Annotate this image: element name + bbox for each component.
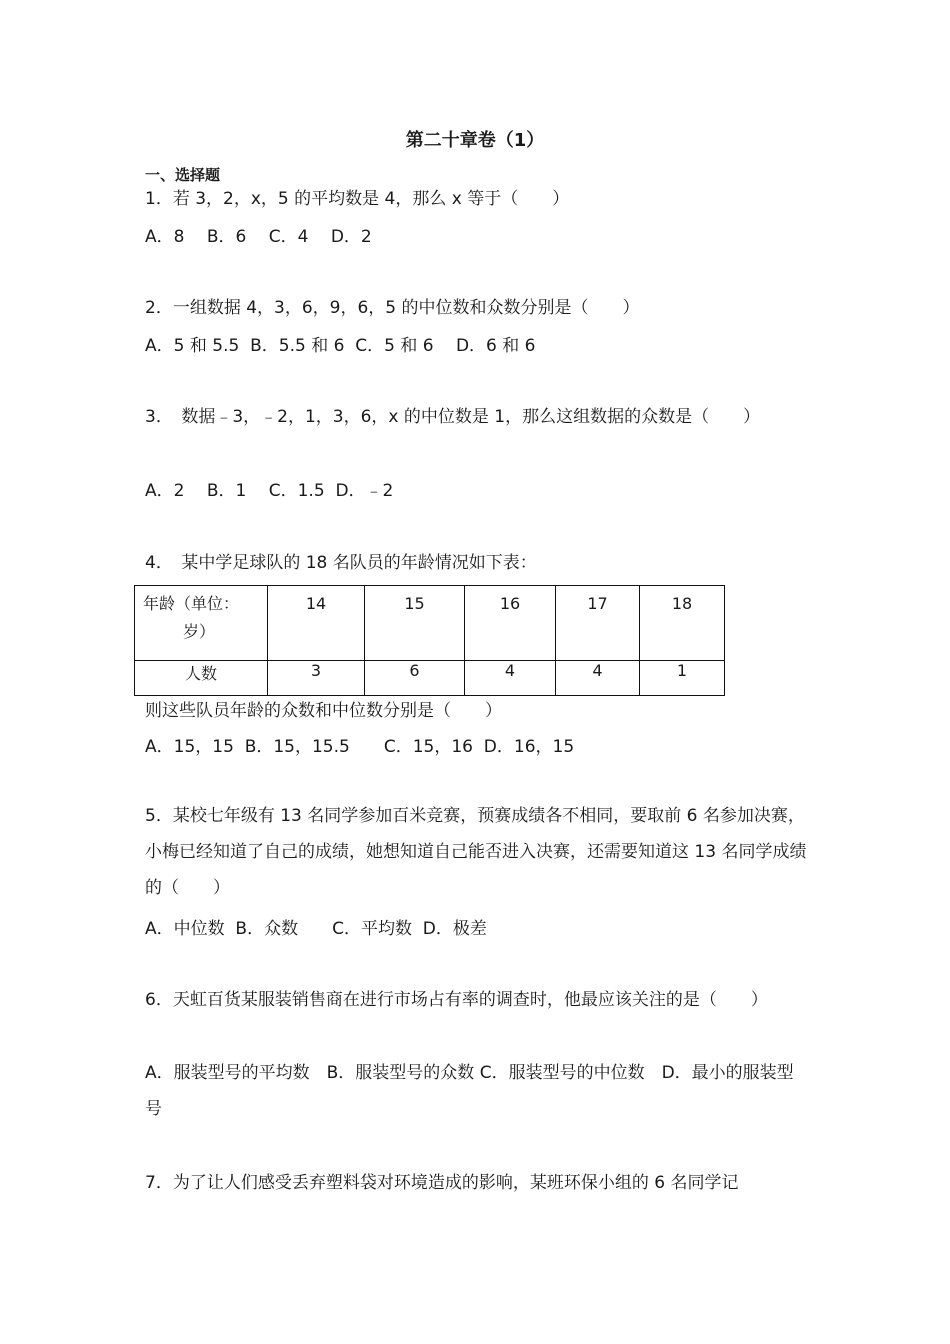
question-3-stem: 3． 数据﹣3，﹣2，1，3，6，x 的中位数是 1，那么这组数据的众数是（ ） (145, 407, 761, 427)
age-cell: 16 (465, 586, 556, 661)
age-header-label-line1: 年龄（单位： (143, 594, 240, 613)
question-1-stem: 1．若 3，2，x，5 的平均数是 4，那么 x 等于（ ） (145, 189, 570, 209)
question-5-options: A．中位数 B．众数 C．平均数 D．极差 (145, 919, 487, 939)
count-cell: 4 (465, 661, 556, 696)
age-cell: 17 (556, 586, 640, 661)
age-table (134, 585, 725, 696)
age-header-label-line2: 岁） (183, 622, 216, 641)
section-heading: 一、选择题 (145, 166, 221, 184)
question-6-options: A．服装型号的平均数 B．服装型号的众数 C．服装型号的中位数 D．最小的服装型号 (145, 1063, 794, 1119)
question-6-stem: 6．天虹百货某服装销售商在进行市场占有率的调查时，他最应该关注的是（ ） (145, 990, 768, 1010)
count-cell: 4 (556, 661, 640, 696)
question-5-stem: 5．某校七年级有 13 名同学参加百米竞赛，预赛成绩各不相同，要取前 6 名参加决赛，小梅已经知道了自己的成绩，她想知道自己能否进入决赛，还需要知道这 13 名同学成绩的（ ） (145, 806, 807, 898)
count-cell: 1 (640, 661, 725, 696)
age-table-header-row (135, 586, 725, 661)
question-1-options: A．8 B．6 C．4 D．2 (145, 227, 372, 247)
count-cell: 6 (365, 661, 465, 696)
count-table-row (135, 661, 725, 696)
question-3-options: A．2 B．1 C．1.5 D．﹣2 (145, 481, 394, 501)
page-title: 第二十章卷（1） (405, 130, 545, 151)
age-table-header-label (135, 586, 268, 661)
age-cell: 15 (365, 586, 465, 661)
age-cell: 18 (640, 586, 725, 661)
question-4-options: A．15，15 B．15，15.5 C．15，16 D．16，15 (145, 737, 575, 757)
question-4-stem: 4． 某中学足球队的 18 名队员的年龄情况如下表： (145, 553, 537, 573)
age-cell: 14 (268, 586, 365, 661)
count-row-label: 人数 (135, 661, 268, 696)
question-2-stem: 2．一组数据 4，3，6，9，6，5 的中位数和众数分别是（ ） (145, 298, 640, 318)
question-2-options: A．5 和 5.5 B．5.5 和 6 C．5 和 6 D．6 和 6 (145, 336, 536, 356)
question-7-stem: 7．为了让人们感受丢弃塑料袋对环境造成的影响，某班环保小组的 6 名同学记 (145, 1173, 739, 1193)
question-4-question: 则这些队员年龄的众数和中位数分别是（ ） (145, 701, 502, 721)
count-cell: 3 (268, 661, 365, 696)
